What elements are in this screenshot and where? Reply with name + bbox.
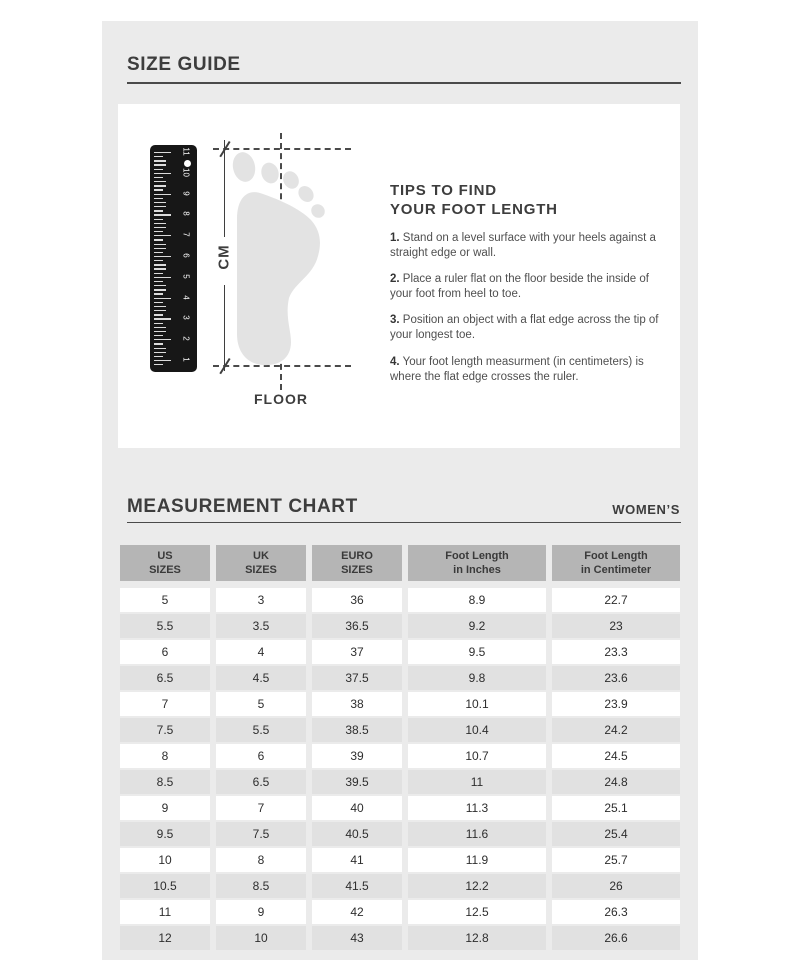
- ruler-number: 11: [181, 147, 191, 156]
- table-cell: 39.5: [312, 770, 402, 794]
- table-cell: 8.5: [120, 770, 210, 794]
- ruler-tick: [154, 264, 166, 265]
- ruler-tick: [154, 339, 171, 340]
- table-cell: 6.5: [216, 770, 306, 794]
- ruler-tick: [154, 177, 163, 178]
- ruler-tick: [154, 323, 163, 324]
- table-cell: 3.5: [216, 614, 306, 638]
- ruler-tick: [154, 164, 166, 165]
- ruler-tick: [154, 252, 163, 253]
- footprint-icon: [225, 144, 350, 372]
- ruler-tick: [154, 169, 163, 170]
- table-cell: 11.3: [408, 796, 546, 820]
- measurement-chart-title: MEASUREMENT CHART: [127, 496, 358, 517]
- ruler-tick: [154, 256, 171, 257]
- ruler-tick: [154, 343, 163, 344]
- ruler-number: 6: [181, 253, 191, 258]
- ruler-tick: [154, 327, 166, 328]
- table-cell: 12.8: [408, 926, 546, 950]
- table-cell: 9: [120, 796, 210, 820]
- table-cell: 9: [216, 900, 306, 924]
- table-body: [120, 588, 680, 950]
- cm-axis-label: CM: [215, 244, 233, 270]
- table-cell: 5: [120, 588, 210, 612]
- table-row: [120, 770, 680, 794]
- table-cell: 37.5: [312, 666, 402, 690]
- ruler-tick: [154, 244, 166, 245]
- table-header-row: [120, 545, 680, 581]
- table-cell: 10.5: [120, 874, 210, 898]
- table-row: [120, 666, 680, 690]
- ruler-tick: [154, 260, 163, 261]
- table-cell: 38.5: [312, 718, 402, 742]
- table-cell: 5.5: [216, 718, 306, 742]
- ruler-tick: [154, 189, 163, 190]
- table-row: [120, 640, 680, 664]
- table-cell: 37: [312, 640, 402, 664]
- table-cell: 41.5: [312, 874, 402, 898]
- column-header: Foot Length in Centimeter: [552, 545, 680, 581]
- table-row: [120, 796, 680, 820]
- ruler-tick: [154, 352, 166, 353]
- table-cell: 7: [216, 796, 306, 820]
- table-cell: 3: [216, 588, 306, 612]
- table-cell: 8: [216, 848, 306, 872]
- table-cell: 8.9: [408, 588, 546, 612]
- table-row: [120, 588, 680, 612]
- table-cell: 7.5: [216, 822, 306, 846]
- table-cell: 11.9: [408, 848, 546, 872]
- table-cell: 25.7: [552, 848, 680, 872]
- table-cell: 6.5: [120, 666, 210, 690]
- tips-section: [390, 182, 668, 385]
- ruler-tick: [154, 268, 166, 269]
- ruler-tick: [154, 293, 163, 294]
- ruler-tick: [154, 152, 171, 153]
- table-cell: 11.6: [408, 822, 546, 846]
- ruler-tick: [154, 235, 171, 236]
- tip-number: 1.: [390, 231, 400, 244]
- floor-label: FLOOR: [254, 391, 308, 407]
- tip-item: 3. Position an object with a flat edge across the tip of your longest toe.: [390, 314, 659, 342]
- table-cell: 12: [120, 926, 210, 950]
- table-cell: 10: [216, 926, 306, 950]
- ruler-number: 9: [181, 190, 191, 196]
- ruler-number: 8: [181, 211, 191, 217]
- table-row: [120, 874, 680, 898]
- ruler-tick: [154, 331, 166, 332]
- ruler-number: 10: [181, 167, 191, 177]
- ruler-tick: [154, 348, 166, 349]
- ruler-tick: [154, 181, 166, 182]
- womens-label: WOMEN’S: [612, 502, 680, 517]
- ruler-tick: [154, 156, 163, 157]
- table-cell: 38: [312, 692, 402, 716]
- ruler-tick: [154, 335, 163, 336]
- tip-item: 1. Stand on a level surface with your heels against a straight edge or wall.: [390, 231, 656, 259]
- ruler-number: 7: [181, 232, 191, 237]
- table-cell: 7.5: [120, 718, 210, 742]
- table-cell: 25.4: [552, 822, 680, 846]
- ruler-number: 5: [181, 274, 191, 279]
- table-cell: 6: [120, 640, 210, 664]
- table-cell: 24.2: [552, 718, 680, 742]
- ruler-tick: [154, 306, 166, 307]
- ruler-tick: [154, 231, 163, 232]
- column-header: EURO SIZES: [312, 545, 402, 581]
- ruler-graphic: [150, 145, 197, 372]
- ruler-tick: [154, 273, 163, 274]
- table-cell: 5: [216, 692, 306, 716]
- table-cell: 36.5: [312, 614, 402, 638]
- table-row: [120, 926, 680, 950]
- table-cell: 10.1: [408, 692, 546, 716]
- ruler-tick: [154, 281, 163, 282]
- tip-item: 2. Place a ruler flat on the floor beside the inside of your foot from heel to toe.: [390, 272, 649, 301]
- tip-item: 4. Your foot length measurment (in centimeters) is where the flat edge crosses the ruler.: [390, 355, 644, 383]
- ruler-tick: [154, 248, 166, 249]
- table-cell: 5.5: [120, 614, 210, 638]
- table-cell: 10.7: [408, 744, 546, 768]
- ruler-tick: [154, 219, 163, 220]
- table-row: [120, 822, 680, 846]
- ruler-tick: [154, 194, 171, 195]
- ruler-number: 2: [181, 336, 191, 341]
- table-row: [120, 744, 680, 768]
- ruler-hole: [184, 160, 191, 167]
- ruler-tick: [154, 364, 163, 365]
- tip-number: 3.: [390, 314, 400, 327]
- table-cell: 9.2: [408, 614, 546, 638]
- table-cell: 9.8: [408, 666, 546, 690]
- column-header: US SIZES: [120, 545, 210, 581]
- table-cell: 6: [216, 744, 306, 768]
- ruler-tick: [154, 223, 166, 224]
- ruler-tick: [154, 239, 163, 240]
- table-cell: 9.5: [120, 822, 210, 846]
- tips-heading: TIPS TO FIND YOUR FOOT LENGTH: [390, 182, 558, 218]
- ruler-tick: [154, 356, 163, 357]
- table-cell: 12.2: [408, 874, 546, 898]
- column-header: UK SIZES: [216, 545, 306, 581]
- divider: [127, 82, 681, 84]
- ruler-tick: [154, 298, 171, 299]
- ruler-number: 3: [181, 315, 191, 321]
- foot-measurement-illustration: [118, 104, 680, 448]
- table-cell: 40: [312, 796, 402, 820]
- table-cell: 23.3: [552, 640, 680, 664]
- table-cell: 12.5: [408, 900, 546, 924]
- table-cell: 41: [312, 848, 402, 872]
- table-cell: 7: [120, 692, 210, 716]
- ruler-tick: [154, 302, 163, 303]
- ruler-number: 4: [181, 294, 191, 300]
- ruler-tick: [154, 210, 163, 211]
- ruler-tick: [154, 160, 166, 161]
- tip-number: 2.: [390, 272, 400, 285]
- table-cell: 43: [312, 926, 402, 950]
- table-cell: 36: [312, 588, 402, 612]
- table-row: [120, 848, 680, 872]
- ruler-tick: [154, 360, 171, 361]
- table-row: [120, 692, 680, 716]
- ruler-tick: [154, 198, 163, 199]
- table-cell: 23.9: [552, 692, 680, 716]
- ruler-tick: [154, 206, 166, 207]
- table-cell: 4: [216, 640, 306, 664]
- divider: [127, 522, 681, 523]
- table-cell: 23.6: [552, 666, 680, 690]
- ruler-tick: [154, 173, 171, 174]
- table-cell: 26.6: [552, 926, 680, 950]
- ruler-tick: [154, 314, 163, 315]
- size-table: [120, 545, 680, 952]
- table-cell: 24.8: [552, 770, 680, 794]
- table-row: [120, 614, 680, 638]
- table-cell: 11: [408, 770, 546, 794]
- table-row: [120, 718, 680, 742]
- table-cell: 9.5: [408, 640, 546, 664]
- table-cell: 26: [552, 874, 680, 898]
- table-cell: 24.5: [552, 744, 680, 768]
- ruler-tick: [154, 185, 166, 186]
- ruler-tick: [154, 318, 171, 319]
- column-header: Foot Length in Inches: [408, 545, 546, 581]
- ruler-tick: [154, 277, 171, 278]
- table-cell: 10.4: [408, 718, 546, 742]
- ruler-tick: [154, 214, 171, 215]
- ruler-number: 1: [181, 357, 191, 362]
- table-cell: 39: [312, 744, 402, 768]
- table-cell: 11: [120, 900, 210, 924]
- table-cell: 40.5: [312, 822, 402, 846]
- table-cell: 8.5: [216, 874, 306, 898]
- size-guide-title: SIZE GUIDE: [127, 54, 241, 75]
- table-cell: 26.3: [552, 900, 680, 924]
- tip-number: 4.: [390, 355, 400, 368]
- table-cell: 42: [312, 900, 402, 924]
- ruler-tick: [154, 310, 166, 311]
- table-cell: 4.5: [216, 666, 306, 690]
- table-row: [120, 900, 680, 924]
- ruler-tick: [154, 227, 166, 228]
- table-cell: 22.7: [552, 588, 680, 612]
- tips-list: [390, 231, 668, 385]
- ruler-tick: [154, 289, 166, 290]
- table-cell: 23: [552, 614, 680, 638]
- ruler-tick: [154, 202, 166, 203]
- table-cell: 8: [120, 744, 210, 768]
- size-guide-panel: [102, 21, 698, 960]
- ruler-tick: [154, 285, 166, 286]
- table-cell: 10: [120, 848, 210, 872]
- table-cell: 25.1: [552, 796, 680, 820]
